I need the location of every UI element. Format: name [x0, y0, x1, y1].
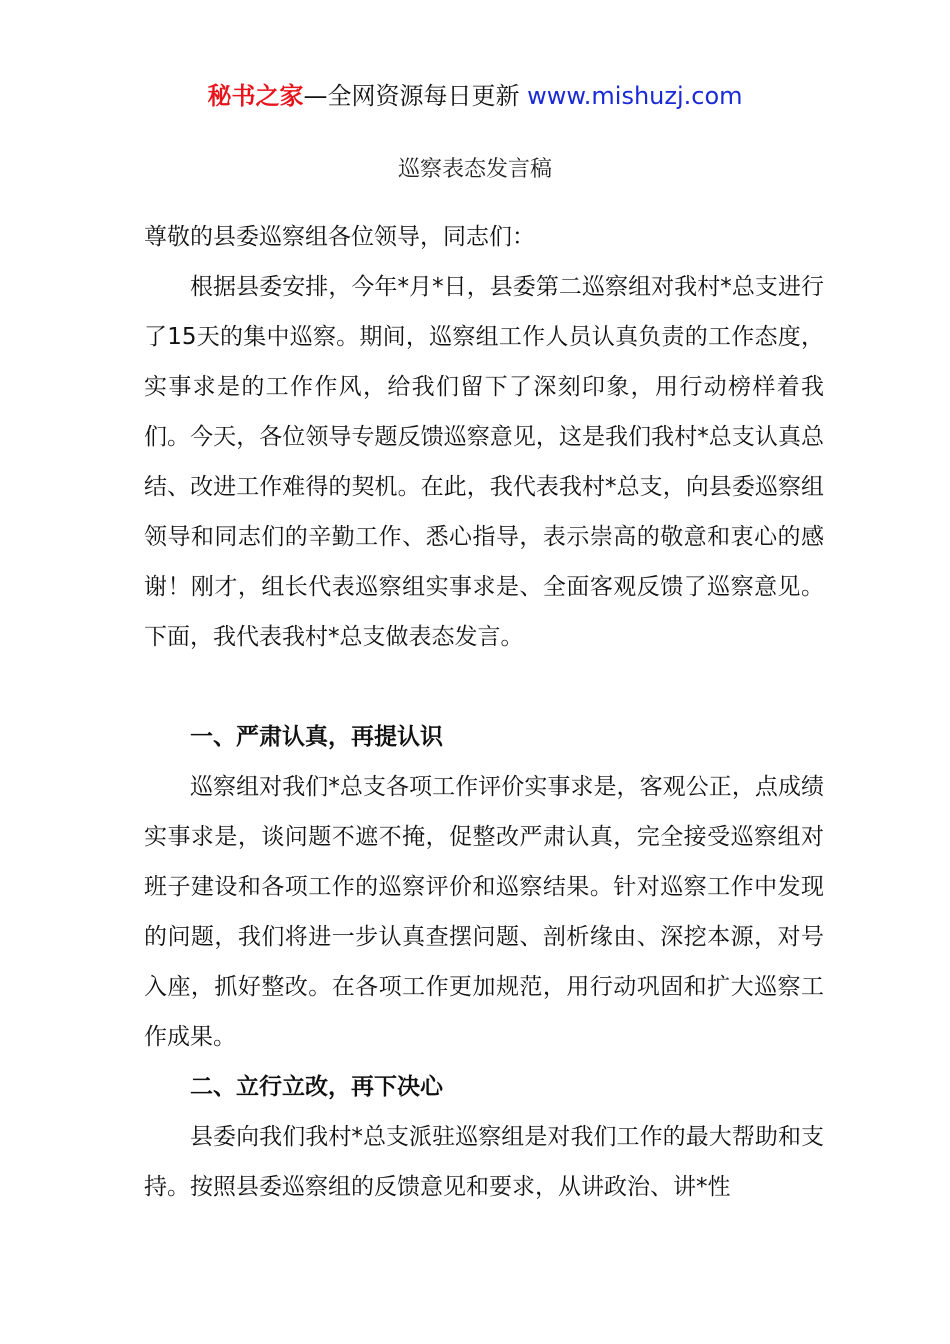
- paragraph-spacer: [144, 662, 824, 712]
- site-brand: 秘书之家: [207, 82, 304, 110]
- document-title: 巡察表态发言稿: [397, 157, 552, 182]
- section-heading-2: 二、立行立改，再下决心: [190, 1074, 443, 1100]
- salutation: 尊敬的县委巡察组各位领导，同志们：: [144, 224, 535, 250]
- site-tagline: —全网资源每日更新: [303, 82, 528, 110]
- intro-paragraph: 根据县委安排，今年*月*日，县委第二巡察组对我村*总支进行了15天的集中巡察。期间，巡察组工作人员认真负责的工作态度，实事求是的工作作风，给我们留下了深刻印象，用行动榜样着我们。今天，各位领导专题反馈巡察意见，这是我们我村*总支认真总结、改进工作难得的契机。在此，我代表我村*总支，向县委巡察组领导和同志们的辛勤工作、悉心指导，表示崇高的敬意和衷心的感谢！刚才，组长代表巡察组实事求是、全面客观反馈了巡察意见。下面，我代表我村*总支做表态发言。: [144, 274, 824, 650]
- section-paragraph-2: 县委向我们我村*总支派驻巡察组是对我们工作的最大帮助和支持。按照县委巡察组的反馈意见和要求，从讲政治、讲*性: [144, 1124, 824, 1200]
- site-url-link[interactable]: www.mishuzj.com: [527, 82, 743, 110]
- document-body: [144, 212, 824, 1212]
- section-paragraph-1: 巡察组对我们*总支各项工作评价实事求是，客观公正，点成绩实事求是，谈问题不遮不掩，促整改严肃认真，完全接受巡察组对班子建设和各项工作的巡察评价和巡察结果。针对巡察工作中发现的问题，我们将进一步认真查摆问题、剖析缘由、深挖本源，对号入座，抓好整改。在各项工作更加规范，用行动巩固和扩大巡察工作成果。: [144, 774, 824, 1050]
- site-header: [0, 80, 950, 112]
- section-heading-1: 一、严肃认真，再提认识: [190, 724, 443, 750]
